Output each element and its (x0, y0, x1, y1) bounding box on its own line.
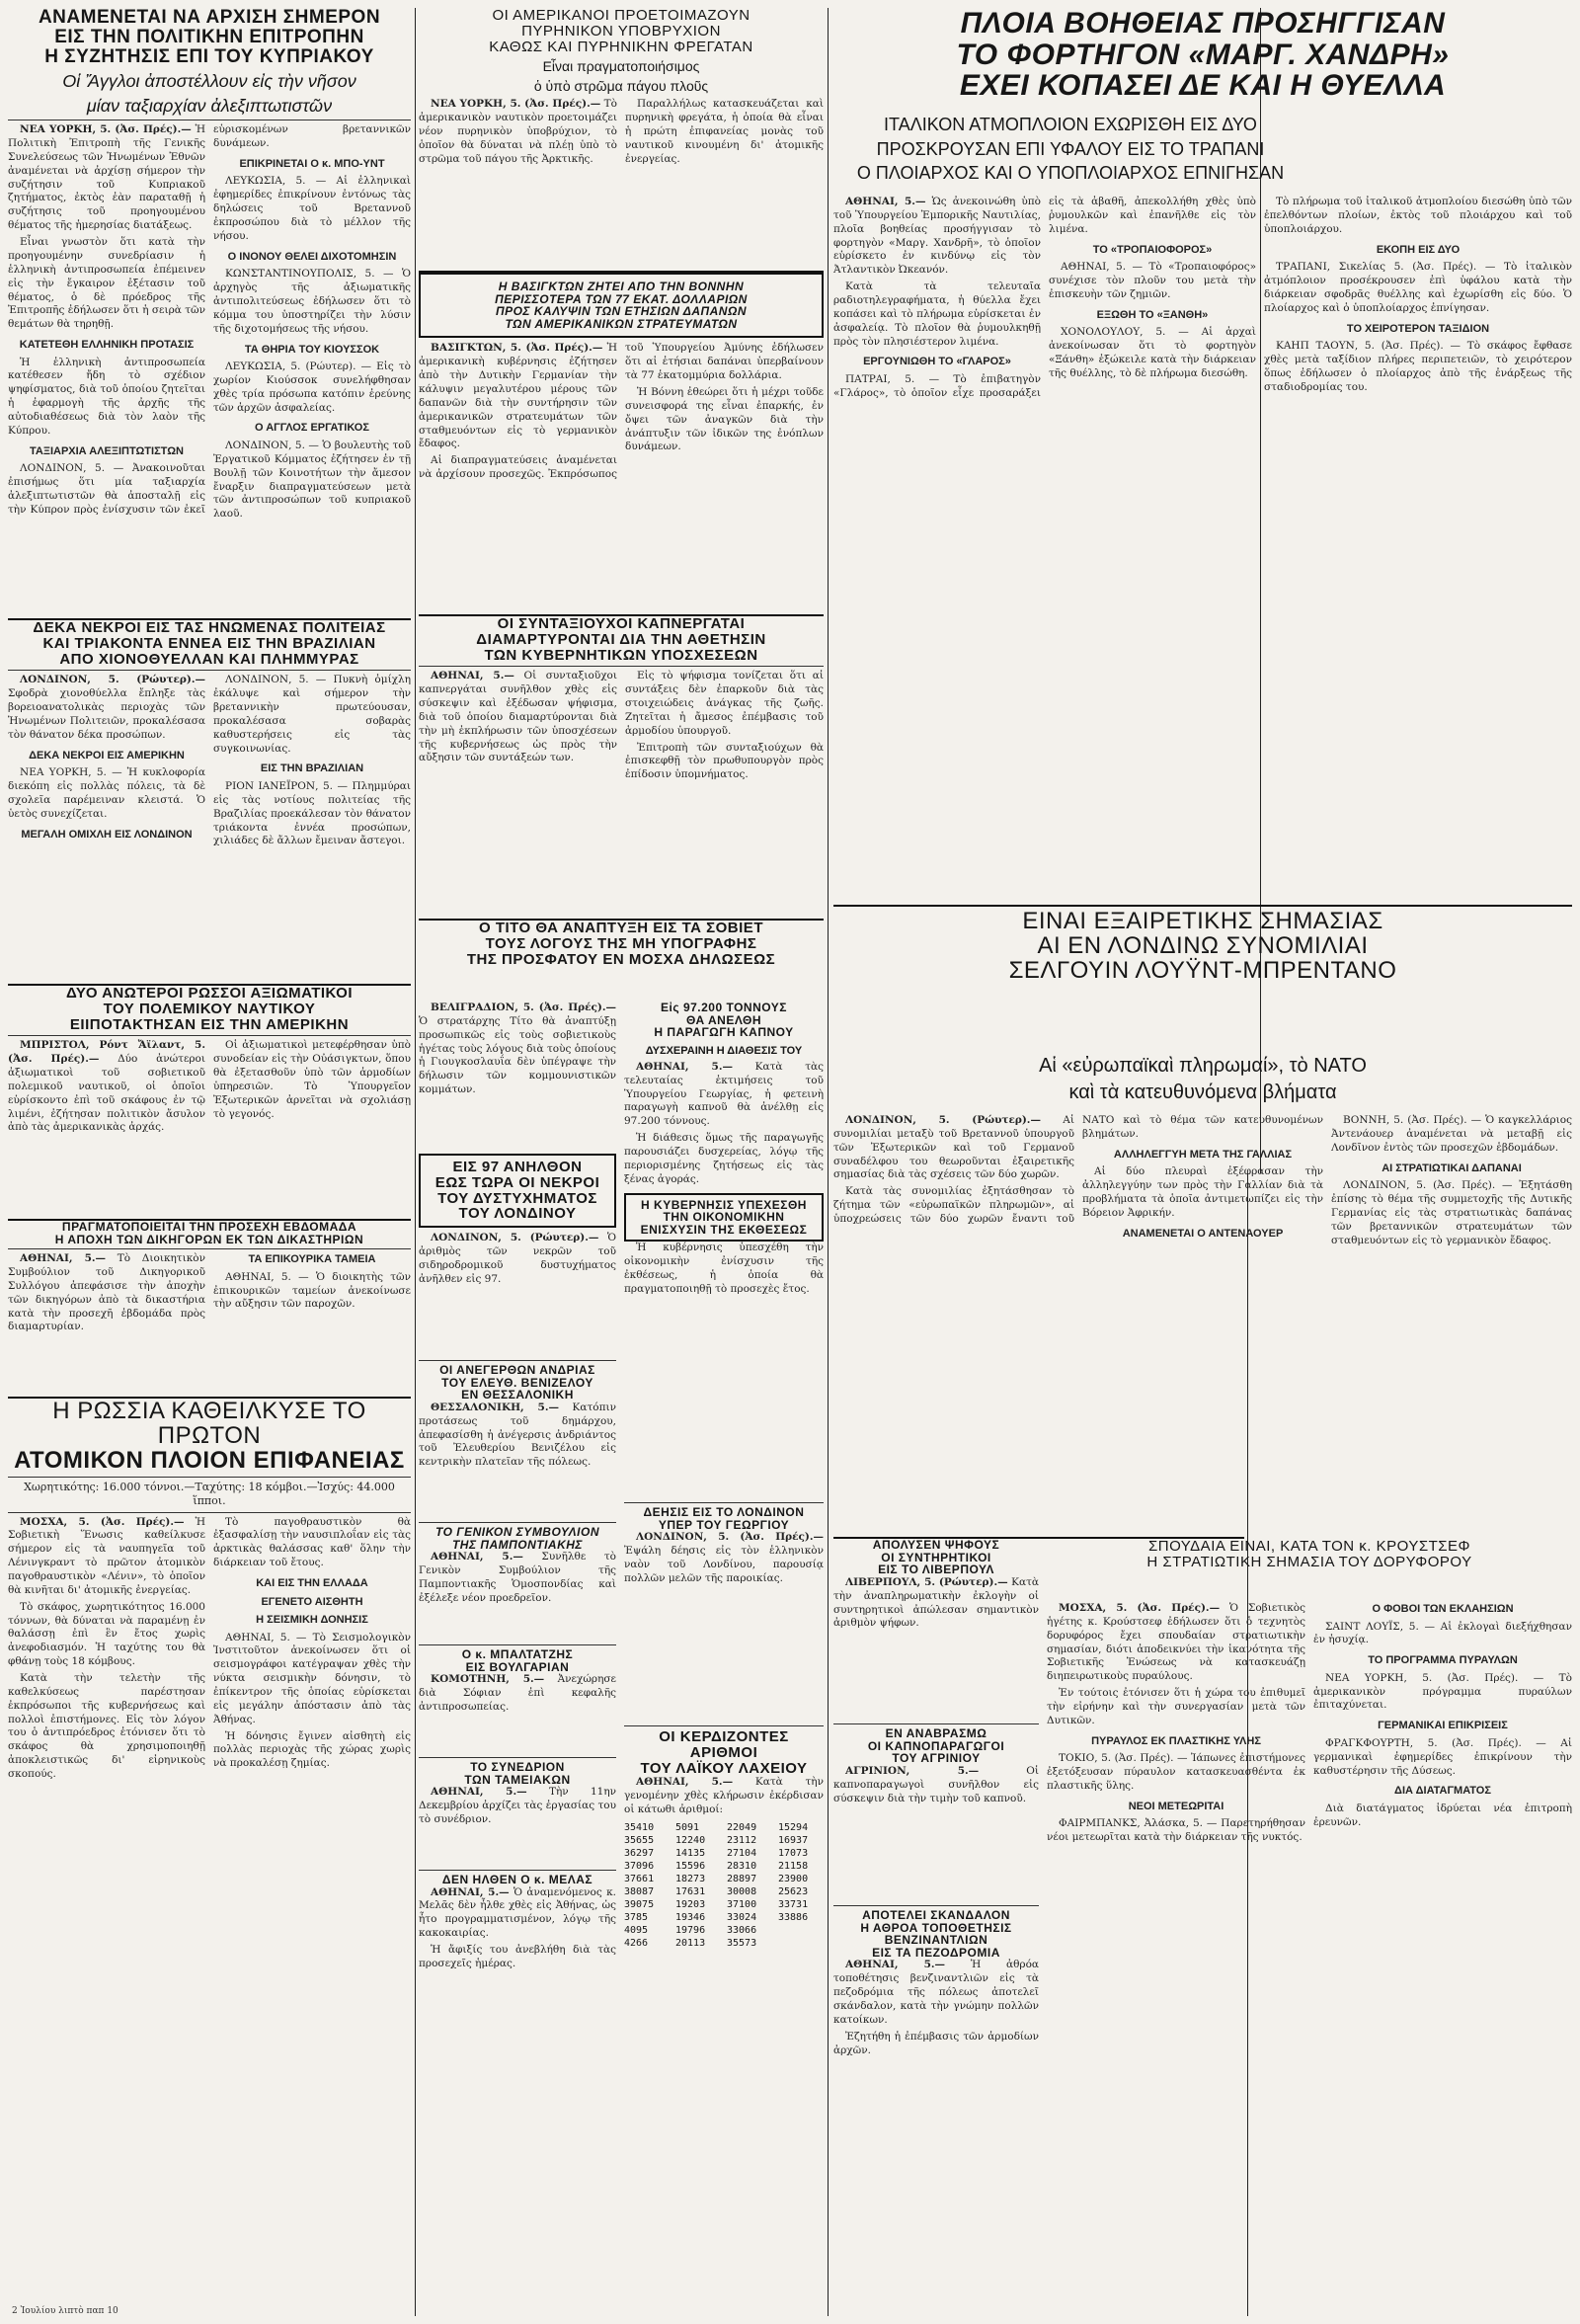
lottery-number: 15596 (675, 1860, 706, 1872)
article-body: ΑΘΗΝΑΙ, 5.— Κατὰ τὴν γενομένην χθὲς κλήρωσιν ἐκέρδισαν οἱ κάτωθι ἀριθμοί: (624, 1776, 824, 1815)
subheading: ΤΟ «ΤΡΟΠΑΙΟΦΟΡΟΣ» (1092, 243, 1213, 256)
headline-line: Η ΠΑΡΑΓΩΓΗ ΚΑΠΝΟΥ (654, 1025, 794, 1040)
article-body: ΒΕΛΙΓΡΑΔΙΟΝ, 5. (Ἀσ. Πρές).— Ὁ στρατάρχης Τίτο θὰ ἀναπτύξῃ προσωπικῶς εἰς τοὺς σοβιετικοὺς ἡγέτας τοὺς λόγους διὰ τοὺς ὁποίους ἡ Γιουγκοσλαυΐα δὲν ὑπέγραψε τὴν δήλωσιν τῶν κομμουνιστικῶν κομμάτων. (419, 1002, 616, 1096)
lottery-number: 3785 (624, 1911, 649, 1923)
lottery-number: 21158 (778, 1860, 809, 1872)
subheading: ΤΟ ΧΕΙΡΟΤΕΡΟΝ ΤΑΞΙΔΙΟΝ (1346, 322, 1490, 335)
article-body: Τὸ πλήρωμα τοῦ ἰταλικοῦ ἀτμοπλοίου διεσώθη ὑπὸ τῶν ἐπελθόντων πλοίων, ἐκτὸς τοῦ πλοιάρχου καὶ τοῦ ὑποπλοιάρχου. ΕΚΟΠΗ ΕΙΣ ΔΥΟ ΤΡΑΠΑΝΙ, Σικελίας 5. (Ἀσ. Πρές). — Τὸ ἰταλικὸν ἀτμόπλοιον προσέκρουσεν ἐπὶ ὑφάλου κατὰ τὴν διάρκειαν σφοδρᾶς θυέλλης καὶ ἐχωρίσθη εἰς δύο. Ὁ πλοίαρχος καὶ ὁ ὑποπλοίαρχος ἐπνίγησαν. ΤΟ ΧΕΙΡΟΤΕΡΟΝ ΤΑΞΙΔΙΟΝ ΚΑΗΠ ΤΑΟΥΝ, 5. (Ἀσ. Πρές). — Τὸ σκάφος ἔφθασε χθὲς μετὰ ταξίδιον πλήρες περιπετειῶν, τὸ χειρότερον ὅπως ἐδήλωσεν ὁ πλοίαρχος ἀπὸ τῆς ἐνάρξεως τῆς σταδιοδρομίας του. (1264, 196, 1572, 393)
lottery-number: 33024 (727, 1911, 757, 1923)
headline-line: ΑΙ ΕΝ ΛΟΝΔΙΝΩ ΣΥΝΟΜΙΛΙΑΙ (1037, 932, 1369, 960)
lottery-number: 27104 (727, 1847, 757, 1859)
deck-line: Ο ΠΛΟΙΑΡΧΟΣ ΚΑΙ Ο ΥΠΟΠΛΟΙΑΡΧΟΣ ΕΠΝΙΓΗΣΑΝ (856, 163, 1285, 184)
headline-line: ΠΡΑΓΜΑΤΟΠΟΙΕΙΤΑΙ ΤΗΝ ΠΡΟΣΕΧΗ ΕΒΔΟΜΑΔΑ (61, 1221, 357, 1234)
subheading: ΕΚΟΠΗ ΕΙΣ ΔΥΟ (1376, 243, 1461, 256)
headline-line: ΟΙ ΚΑΠΝΟΠΑΡΑΓΩΓΟΙ (867, 1738, 1005, 1753)
headline-line: ΕΙΣ ΤΟ ΛΙΒΕΡΠΟΥΛ (878, 1563, 994, 1577)
deck-line: ὁ ὑπὸ στρῶμα πάγου πλοῦς (533, 78, 709, 95)
lottery-number: 37096 (624, 1860, 655, 1872)
headline-line: ΤΟΥ ΛΟΝΔΙΝΟΥ (458, 1205, 577, 1223)
lottery-number: 39075 (624, 1898, 655, 1910)
subheading: ΕΡΓΟΥΝΙΩΘΗ ΤΟ «ΓΛΑΡΟΣ» (863, 356, 1011, 368)
subheading: ΑΙ ΣΤΡΑΤΙΩΤΙΚΑΙ ΔΑΠΑΝΑΙ (1382, 1162, 1522, 1174)
lottery-number: 17073 (778, 1847, 809, 1859)
dateline: ΜΠΡΙΣΤΟΛ, Ρόντ Ἄϊλαντ, 5. (Ἀσ. Πρές).— (8, 1039, 205, 1066)
headline-line: ΕΙΣ ΤΑ ΠΕΖΟΔΡΟΜΙΑ (872, 1945, 1000, 1960)
subheading: ΤΟ ΠΡΟΓΡΑΜΜΑ ΠΥΡΑΥΛΩΝ (1368, 1654, 1518, 1667)
subheading: ΔΕΚΑ ΝΕΚΡΟΙ ΕΙΣ ΑΜΕΡΙΚΗΝ (29, 749, 185, 761)
lottery-number: 12240 (675, 1834, 706, 1846)
lottery-number: 28897 (727, 1873, 757, 1884)
article-body: ΚΟΜΟΤΗΝΗ, 5.— Ἀνεχώρησε διὰ Σόφιαν ἐπὶ κεφαλῆς ἀντιπροσωπείας. (419, 1673, 616, 1713)
dateline: ΛΟΝΔΙΝΟΝ, 5. (Ἀσ. Πρές).— (636, 1531, 824, 1544)
lottery-number: 4095 (624, 1924, 649, 1936)
lottery-number: 19346 (675, 1911, 706, 1923)
headline-line: ΑΤΟΜΙΚΟΝ ΠΛΟΙΟΝ ΕΠΙΦΑΝΕΙΑΣ (14, 1447, 405, 1475)
headline-line: ΤΟΥ ΠΟΛΕΜΙΚΟΥ ΝΑΥΤΙΚΟΥ (103, 1000, 316, 1017)
story-icebreaker (8, 1399, 411, 2268)
headline-line: ΑΠΟΤΕΛΕΙ ΣΚΑΝΔΑΛΟΝ (862, 1908, 1010, 1922)
subheading: ΝΕΟΙ ΜΕΤΕΩΡΙΤΑΙ (1128, 1800, 1224, 1812)
headline-line: ΕΙΣ ΒΟΥΛΓΑΡΙΑΝ (465, 1659, 570, 1674)
headline-line: ΕΝ ΑΝΑΒΡΑΣΜΩ (885, 1726, 988, 1740)
story-cyprus (8, 8, 411, 612)
lottery-number: 33886 (778, 1911, 809, 1923)
dateline: ΘΕΣΣΑΛΟΝΙΚΗ, 5.— (431, 1401, 559, 1413)
dateline: ΝΕΑ ΥΟΡΚΗ, 5. (Ἀσ. Πρές).— (20, 123, 192, 136)
headline-line: ΠΕΡΙΣΣΟΤΕΡΑ ΤΩΝ 77 ΕΚΑΤ. ΔΟΛΛΑΡΙΩΝ (495, 291, 748, 306)
lottery-number: 16937 (778, 1834, 809, 1846)
headline-line: ΔΕΗΣΙΣ ΕΙΣ ΤΟ ΛΟΝΔΙΝΟΝ (643, 1505, 805, 1519)
article-body: ΛΟΝΔΙΝΟΝ, 5. (Ρώυτερ).— Ὁ ἀριθμὸς τῶν νεκρῶν τοῦ σιδηροδρομικοῦ δυστυχήματος ἀνῆλθεν εἰς 97. (419, 1232, 616, 1285)
story-ships-deck (833, 111, 1307, 190)
headline-line: ΟΙ ΣΥΝΤΗΡΗΤΙΚΟΙ (881, 1550, 991, 1564)
headline-line: ΕΧΕΙ ΚΟΠΑΣΕΙ ΔΕ ΚΑΙ Η ΘΥΕΛΛΑ (959, 69, 1447, 102)
lottery-number: 18273 (675, 1873, 706, 1884)
subheading: ΕΞΩΘΗ ΤΟ «ΞΑΝΘΗ» (1096, 308, 1209, 321)
column-rule (828, 8, 829, 2316)
story-london-talks (833, 1114, 1572, 1529)
dateline: ΛΟΝΔΙΝΟΝ, 5. (Ρώυτερ).— (20, 674, 205, 686)
lottery-numbers (624, 1821, 824, 1950)
lottery-number: 35410 (624, 1821, 655, 1833)
article-body: ΒΑΣΙΓΚΤΩΝ, 5. (Ἀσ. Πρές).— Ἡ ἀμερικανικὴ κυβέρνησις ἐζήτησεν ἀπὸ τὴν Δυτικὴν Γερμανίαν τὴν κάλυψιν μεγαλυτέρου μέρους τῶν δαπανῶν διὰ τὴν συντήρησιν τῶν ἀμερικανικῶν στρατευμάτων τῶν σταθμευόντων εἰς τὸ γερμανικὸν ἔδαφος. Αἱ διαπραγματεύσεις ἀναμένεται νὰ ἀρχίσουν προσεχῶς. Ἐκπρόσωπος τοῦ Ὑπουργείου Ἀμύνης ἐδήλωσεν ὅτι αἱ ἐτήσιαι δαπάναι ὑπερβαίνουν τὰ 77 ἑκατομμύρια δολλάρια. Ἡ Βόννη ἐθεώρει ὅτι ἡ μέχρι τοῦδε συνεισφορά της εἶναι ἐπαρκής, ἐν ὄψει τῶν ἀναγκῶν διὰ τὴν ἀνάπτυξιν τῶν ἰδικῶν της ἐνόπλων δυνάμεων. (419, 342, 824, 481)
dateline: ΑΘΗΝΑΙ, 5.— (431, 1786, 527, 1799)
article-body: ΛΙΒΕΡΠΟΥΛ, 5. (Ρώυτερ).— Κατὰ τὴν ἀναπληρωματικὴν ἐκλογὴν οἱ συντηρητικοὶ ἀπώλεσαν σημαντικὸν ἀριθμὸν ψήφων. (833, 1575, 1039, 1630)
lottery-number: 38087 (624, 1885, 655, 1897)
lottery-number: 19203 (675, 1898, 706, 1910)
subheading: ΑΝΑΜΕΝΕΤΑΙ Ο ΑΝΤΕΝΑΟΥΕΡ (1122, 1227, 1284, 1240)
article-body: ΑΘΗΝΑΙ, 5.— Ὡς ἀνεκοινώθη ὑπὸ τοῦ Ὑπουργείου Ἐμπορικῆς Ναυτιλίας, πλοῖα βοηθείας προσήγγισαν τὸ φορτηγὸν «Μαργ. Χανδρῆ», τὸ ὁποῖον εὑρίσκετο ἐν κινδύνῳ εἰς τὸν Ἀτλαντικὸν Ὠκεανόν. Κατὰ τὰ τελευταῖα ραδιοτηλεγραφήματα, ἡ θύελλα ἔχει κοπάσει καὶ τὸ πλήρωμα εὑρίσκεται ἐν ἀσφαλείᾳ. Τὸ πλοῖον θὰ ῥυμουλκηθῇ πρὸς τὸν πλησιέστερον λιμένα. ΕΡΓΟΥΝΙΩΘΗ ΤΟ «ΓΛΑΡΟΣ» ΠΑΤΡΑΙ, 5. — Τὸ ἐπιβατηγὸν «Γλάρος», τὸ ὁποῖον εἶχε προσαράξει εἰς τὰ ἀβαθῆ, ἀπεκολλήθη χθὲς ὑπὸ ῥυμουλκῶν καὶ ἐπανῆλθε εἰς τὸν λιμένα. ΤΟ «ΤΡΟΠΑΙΟΦΟΡΟΣ» ΑΘΗΝΑΙ, 5. — Τὸ «Τροπαιοφόρος» συνέχισε τὸν πλοῦν του μετὰ τὴν ἐπισκευὴν τῶν ζημιῶν. ΕΞΩΘΗ ΤΟ «ΞΑΝΘΗ» ΧΟΝΟΛΟΥΛΟΥ, 5. — Αἱ ἀρχαὶ ἀνεκοίνωσαν ὅτι τὸ φορτηγὸν «Ξάνθη» ἐξώκειλε κατὰ τὴν διάρκειαν τῆς θυέλλης, τὸ δὲ πλήρωμα διεσώθη. (833, 196, 1256, 399)
article-body: ΑΘΗΝΑΙ, 5.— Τὸ Διοικητικὸν Συμβούλιον τοῦ Δικηγορικοῦ Συλλόγου ἀπεφάσισε τὴν ἀποχὴν τῶν δικηγόρων ἀπὸ τὰ δικαστήρια κατὰ τὴν προσεχῆ ἑβδομάδα πρὸς διαμαρτυρίαν. ΤΑ ΕΠΙΚΟΥΡΙΚΑ ΤΑΜΕΙΑ ΑΘΗΝΑΙ, 5. — Ὁ διοικητὴς τῶν ἐπικουρικῶν ταμείων ἀνεκοίνωσε τὴν αὔξησιν τῶν παροχῶν. (8, 1252, 411, 1333)
headline-line: ΑΠΟΛΥΣΕΝ ΨΗΦΟΥΣ (872, 1539, 1000, 1552)
article-body: ΑΘΗΝΑΙ, 5.— Ἡ ἀθρόα τοποθέτησις βενζιναντλιῶν εἰς τὰ πεζοδρόμια τῆς πόλεως ἀποτελεῖ σκάνδαλον, κατὰ τὴν γνώμην πολλῶν κατοίκων. Ἐζητήθη ἡ ἐπέμβασις τῶν ἁρμοδίων ἀρχῶν. (833, 1959, 1039, 2056)
dateline: ΛΟΝΔΙΝΟΝ, 5. (Ρώυτερ).— (431, 1232, 599, 1243)
story-submarines (419, 8, 824, 265)
story-courts (8, 1221, 411, 1391)
headline-line: ΠΛΟΙΑ ΒΟΗΘΕΙΑΣ ΠΡΟΣΗΓΓΙΣΑΝ (960, 8, 1446, 40)
story-pensioners (419, 616, 824, 913)
article-body: ΑΘΗΝΑΙ, 5.— Οἱ συνταξιοῦχοι καπνεργάται συνῆλθον χθὲς εἰς σύσκεψιν καὶ ἐξέδωσαν ψήφισμα, διὰ τοῦ ὁποίου διαμαρτύρονται διὰ τὴν μὴ ἐκπλήρωσιν τῶν ὑποσχέσεων τῆς κυβερνήσεως ὡς πρὸς τὴν αὔξησιν τῶν συντάξεών των. Εἰς τὸ ψήφισμα τονίζεται ὅτι αἱ συντάξεις δὲν ἐπαρκοῦν διὰ τὰς στοιχειώδεις ἀνάγκας τῆς ζωῆς. Ζητεῖται ἡ ἄμεσος ἐπέμβασις τοῦ ἁρμοδίου ὑπουργοῦ. Ἐπιτροπὴ τῶν συνταξιούχων θὰ ἐπισκεφθῇ τὸν πρωθυπουργὸν πρὸς ἐπίδοσιν ὑπομνήματος. (419, 670, 824, 781)
specs-line: Χωρητικότης: 16.000 τόννοι.—Ταχύτης: 18 κόμβοι.—Ἰσχύς: 44.000 ἵπποι. (24, 1480, 395, 1508)
lottery-number: 5091 (675, 1821, 700, 1833)
story-scandal (833, 1902, 1039, 2297)
article-body: ΑΓΡΙΝΙΟΝ, 5.— Οἱ καπνοπαραγωγοὶ συνῆλθον εἰς σύσκεψιν διὰ τὴν τιμὴν τοῦ καπνοῦ. (833, 1764, 1039, 1804)
headline-line: ΘΑ ΑΝΕΛΘΗ (685, 1012, 762, 1027)
headline-line: ΑΝΑΜΕΝΕΤΑΙ ΝΑ ΑΡΧΙΣΗ ΣΗΜΕΡΟΝ (38, 8, 381, 28)
deck-line: ΠΡΟΣΚΡΟΥΣΑΝ ΕΠΙ ΥΦΑΛΟΥ ΕΙΣ ΤΟ ΤΡΑΠΑΝΙ (876, 138, 1265, 159)
story-heated (833, 1721, 1039, 1898)
story-tito-body (419, 1002, 616, 1150)
headline-line: Η ΑΘΡΟΑ ΤΟΠΟΘΕΤΗΣΙΣ (860, 1920, 1012, 1935)
headline-line: Η ΣΤΡΑΤΙΩΤΙΚΗ ΣΗΜΑΣΙΑ ΤΟΥ ΔΟΡΥΦΟΡΟΥ (1146, 1553, 1472, 1570)
headline-box (419, 273, 824, 338)
newspaper-page (8, 8, 1572, 2316)
headline-line: ΕΙΣ ΤΗΝ ΠΟΛΙΤΙΚΗΝ ΕΠΙΤΡΟΠΗΝ (54, 26, 364, 47)
deck-line: μίαν ταξιαρχίαν ἀλεξιπτωτιστῶν (86, 95, 333, 116)
lottery-number: 28310 (727, 1860, 757, 1872)
deck-line: Αἱ «εὐρωπαϊκαὶ πληρωμαί», τὸ ΝΑΤΟ (1039, 1055, 1367, 1077)
lottery-number: 36297 (624, 1847, 655, 1859)
lottery-number: 23112 (727, 1834, 757, 1846)
headline-line: ΔΙΑΜΑΡΤΥΡΟΝΤΑΙ ΔΙΑ ΤΗΝ ΑΘΕΤΗΣΙΝ (476, 630, 766, 648)
headline-line: ΤΟΥ ΕΛΕΥΘ. ΒΕΝΙΖΕΛΟΥ (441, 1375, 593, 1390)
story-bonn (419, 273, 824, 608)
headline-line: ΑΠΟ ΧΙΟΝΟΘΥΕΛΛΑΝ ΚΑΙ ΠΛΗΜΜΥΡΑΣ (59, 650, 359, 668)
headline-line: Η ΡΩΣΣΙΑ ΚΑΘΕΙΛΚΥΣΕ ΤΟ ΠΡΩΤΟΝ (52, 1399, 366, 1450)
headline-line: ΤΟ ΓΕΝΙΚΟΝ ΣΥΜΒΟΥΛΙΟΝ (434, 1525, 600, 1539)
headline-line: ΤΩΝ ΤΑΜΕΙΑΚΩΝ (464, 1772, 571, 1787)
article-body: ΑΘΗΝΑΙ, 5.— Ὁ ἀναμενόμενος κ. Μελᾶς δὲν ἦλθε χθὲς εἰς Ἀθήνας, ὡς ἦτο προγραμματισμένον, λόγῳ τῆς κακοκαιρίας. Ἡ ἄφιξίς του ἀνεβλήθη διὰ τὰς προσεχεῖς ἡμέρας. (419, 1885, 616, 1969)
headline-line: ΤΗΣ ΠΑΜΠΟΝΤΙΑΚΗΣ (451, 1537, 584, 1552)
headline-line: Η ΣΥΖΗΤΗΣΙΣ ΕΠΙ ΤΟΥ ΚΥΠΡΙΑΚΟΥ (44, 45, 374, 67)
lottery-number: 20113 (675, 1937, 706, 1949)
dateline: ΑΘΗΝΑΙ, 5.— (636, 1776, 734, 1789)
deck-line: ΙΤΑΛΙΚΟΝ ΑΤΜΟΠΛΟΙΟΝ ΕΧΩΡΙΣΘΗ ΕΙΣ ΔΥΟ (884, 115, 1257, 134)
headline-line: ΤΟΥΣ ΛΟΓΟΥΣ ΤΗΣ ΜΗ ΥΠΟΓΡΑΦΗΣ (485, 934, 757, 952)
lottery-number: 37661 (624, 1873, 655, 1884)
headline-line: ΟΙ ΑΝΕΓΕΡΘΩΝ ΑΝΔΡΙΑΣ (439, 1363, 595, 1377)
headline-line: Εἰς 97.200 ΤΟΝΝΟΥΣ (661, 1002, 787, 1014)
subheading: Ο ΦΟΒΟΙ ΤΩΝ ΕΚΛΑΗΣΙΩΝ (1372, 1603, 1514, 1615)
article-body: Ἡ κυβέρνησις ὑπεσχέθη τὴν οἰκονομικὴν ἐνίσχυσιν τῆς ἐκθέσεως, ἡ ὁποία θὰ πραγματοποιηθῇ τὸ προσεχὲς ἔτος. (624, 1242, 824, 1295)
story-liverpool (833, 1539, 1039, 1717)
dateline: ΛΙΒΕΡΠΟΥΛ, 5. (Ρώυτερ).— (845, 1575, 1008, 1588)
headline-line: ΤΗΝ ΟΙΚΟΝΟΜΙΚΗΝ (663, 1210, 785, 1225)
subheading: ΤΑ ΘΗΡΙΑ ΤΟΥ ΚΙΟΥΣΣΟΚ (244, 343, 380, 356)
dateline: ΑΘΗΝΑΙ, 5.— (431, 670, 514, 682)
headline-line: ΕΝΙΣΧΥΣΙΝ ΤΗΣ ΕΚΘΕΣΕΩΣ (640, 1222, 808, 1237)
headline-line: ΤΟ ΣΥΝΕΔΡΙΟΝ (470, 1760, 565, 1774)
headline-line: ΒΕΝΖΙΝΑΝΤΛΙΩΝ (884, 1933, 988, 1948)
article-body: ΛΟΝΔΙΝΟΝ, 5. (Ρώυτερ).— Αἱ συνομιλίαι μεταξὺ τοῦ Βρεταννοῦ ὑπουργοῦ τῶν Ἐξωτερικῶν καὶ τοῦ Γερμανοῦ συναδέλφου του θεωροῦνται ἐξαιρετικῆς σημασίας διὰ τὰς σχέσεις τῶν δύο χωρῶν. Κατὰ τὰς συνομιλίας ἐξητάσθησαν τὸ ζήτημα τῶν «εὐρωπαϊκῶν πληρωμῶν», αἱ ὑποχρεώσεις τῶν δύο χωρῶν ἔναντι τοῦ ΝΑΤΟ καὶ τὸ θέμα τῶν κατευθυνομένων βλημάτων. ΑΛΛΗΛΕΓΓΥΗ ΜΕΤΑ ΤΗΣ ΓΑΛΛΙΑΣ Αἱ δύο πλευραὶ ἐξέφρασαν τὴν ἀλληλεγγύην των πρὸς τὴν Γαλλίαν διὰ τὰ προβλήματα τὰ ὁποῖα ἀντιμετωπίζει εἰς τὴν Βόρειον Ἀφρικήν. ΑΝΑΜΕΝΕΤΑΙ Ο ΑΝΤΕΝΑΟΥΕΡ ΒΟΝΝΗ, 5. (Ἀσ. Πρές). — Ὁ καγκελλάριος Ἀντενάουερ ἀναμένεται νὰ μεταβῇ εἰς Λονδῖνον ἐντὸς τῶν προσεχῶν ἑβδομάδων. ΑΙ ΣΤΡΑΤΙΩΤΙΚΑΙ ΔΑΠΑΝΑΙ ΛΟΝΔΙΝΟΝ, 5. (Ἀσ. Πρές). — Ἐξητάσθη ἐπίσης τὸ θέμα τῆς συμμετοχῆς τῆς Δυτικῆς Γερμανίας εἰς τὰς στρατιωτικὰς δαπάνας τῶν βρεταννικῶν στρατευμάτων τῶν σταθμευόντων εἰς τὸ γερμανικὸν ἔδαφος. (833, 1114, 1572, 1246)
dateline: ΒΑΣΙΓΚΤΩΝ, 5. (Ἀσ. Πρές).— (431, 342, 603, 355)
subheading: ΑΛΛΗΛΕΓΓΥΗ ΜΕΤΑ ΤΗΣ ΓΑΛΛΙΑΣ (1113, 1148, 1293, 1161)
article-body: ΛΟΝΔΙΝΟΝ, 5. (Ἀσ. Πρές).— Ἐψάλη δέησις εἰς τὸν ἑλληνικὸν ναὸν τοῦ Λονδίνου, παρουσίᾳ πολλῶν μελῶν τῆς παροικίας. (624, 1531, 824, 1584)
dateline: ΛΟΝΔΙΝΟΝ, 5. (Ρώυτερ).— (845, 1114, 1041, 1126)
story-george (624, 1499, 824, 1717)
story-khrushchev-header (1047, 1539, 1572, 1598)
article-body: ΑΘΗΝΑΙ, 5.— Κατὰ τὰς τελευταίας ἐκτιμήσεις τοῦ Ὑπουργείου Γεωργίας, ἡ φετεινὴ παραγωγὴ καπνοῦ θὰ ἀνέλθῃ εἰς 97.200 τόννους. Ἡ διάθεσις ὅμως τῆς παραγωγῆς παρουσιάζει δυσχερείας, λόγῳ τῆς περιορισμένης ζητήσεως εἰς τὰς ξένας ἀγοράς. (624, 1060, 824, 1185)
headline-line: ΤΗΣ ΠΡΟΣΦΑΤΟΥ ΕΝ ΜΟΣΧΑ ΔΗΛΩΣΕΩΣ (466, 950, 776, 968)
headline-line: ΤΟ ΦΟΡΤΗΓΟΝ «ΜΑΡΓ. ΧΑΝΔΡΗ» (956, 38, 1450, 71)
lottery-number: 19796 (675, 1924, 706, 1936)
headline-line: ΔΕΝ ΗΛΘΕΝ Ο κ. ΜΕΛΑΣ (441, 1873, 593, 1886)
story-tito (419, 921, 824, 1000)
story-ships-header (833, 8, 1572, 107)
lottery-number: 23900 (778, 1873, 809, 1884)
lottery-number: 37100 (727, 1898, 757, 1910)
lottery-number: 25623 (778, 1885, 809, 1897)
subheading: ΕΓΕΝΕΤΟ ΑΙΣΘΗΤΗ (261, 1595, 363, 1608)
dateline: ΑΓΡΙΝΙΟΝ, 5.— (845, 1764, 980, 1777)
article-body: ΝΕΑ ΥΟΡΚΗ, 5. (Ἀσ. Πρές).— Ἡ Πολιτικὴ Ἐπιτροπὴ τῆς Γενικῆς Συνελεύσεως τῶν Ἡνωμένων Ἐθνῶν ἀναμένεται νὰ ἀρχίσῃ σήμερον τὴν συζήτησιν τοῦ Κυπριακοῦ ζητήματος, ἐκτὸς ἐὰν παραταθῇ ἡ συζήτησις τοῦ προηγουμένου θέματος τῆς ἡμερησίας διατάξεως. Εἶναι γνωστὸν ὅτι κατὰ τὴν προηγουμένην συνεδρίασιν ἡ ἑλληνικὴ ἀντιπροσωπεία ἐπέμεινεν εἰς τὴν ἔγκαιρον ἐξέτασιν τοῦ θέματος, ὁ δὲ πρόεδρος τῆς Ἐπιτροπῆς ἐδήλωσεν ὅτι ἡ σειρὰ τῶν θεμάτων θὰ τηρηθῇ. ΚΑΤΕΤΕΘΗ ΕΛΛΗΝΙΚΗ ΠΡΟΤΑΣΙΣ Ἡ ἑλληνικὴ ἀντιπροσωπεία κατέθεσεν ἤδη τὸ σχέδιον ψηφίσματος, διὰ τοῦ ὁποίου ζητεῖται ἡ ἐφαρμογὴ τῆς ἀρχῆς τῆς αὐτοδιαθέσεως διὰ τὸν λαὸν τῆς Κύπρου. ΤΑΞΙΑΡΧΙΑ ΑΛΕΞΙΠΤΩΤΙΣΤΩΝ ΛΟΝΔΙΝΟΝ, 5. — Ἀνακοινοῦται ἐπισήμως ὅτι μία ταξιαρχία ἀλεξιπτωτιστῶν θὰ ἀποσταλῇ εἰς τὴν Κύπρον πρὸς ἐνίσχυσιν τῶν ἐκεῖ εὑρισκομένων βρεταννικῶν δυνάμεων. ΕΠΙΚΡΙΝΕΤΑΙ Ο κ. ΜΠΟ-ΥΝΤ ΛΕΥΚΩΣΙΑ, 5. — Αἱ ἐλληνικαὶ ἐφημερίδες ἐπικρίνουν ἐντόνως τὰς δηλώσεις τοῦ Βρεταννοῦ ἐκπροσώπου διὰ τὸ μέλλον τῆς νήσου. Ο ΙΝΟΝΟΥ ΘΕΛΕΙ ΔΙΧΟΤΟΜΗΣΙΝ ΚΩΝΣΤΑΝΤΙΝΟΥΠΟΛΙΣ, 5. — Ὁ ἀρχηγὸς τῆς ἀξιωματικῆς ἀντιπολιτεύσεως ἐδήλωσεν ὅτι τὸ κόμμα του ὑποστηρίζει τὴν λύσιν τῆς διχοτομήσεως τῆς νήσου. ΤΑ ΘΗΡΙΑ ΤΟΥ ΚΙΟΥΣΣΟΚ ΛΕΥΚΩΣΙΑ, 5. (Ρώυτερ). — Εἰς τὸ χωρίον Κιούσσοκ συνελήφθησαν χθὲς τρία πρόσωπα κατόπιν ἐρεύνης τῶν ἀρχῶν ἀσφαλείας. Ο ΑΓΓΛΟΣ ΕΡΓΑΤΙΚΟΣ ΛΟΝΔΙΝΟΝ, 5. — Ὁ βουλευτὴς τοῦ Ἐργατικοῦ Κόμματος ἐζήτησεν ἐν τῇ Βουλῇ τῶν Κοινοτήτων τὴν ἄμεσον ἔναρξιν διαπραγματεύσεων μετὰ τῶν ἀντιπροσώπων τοῦ κυπριακοῦ λαοῦ. (8, 123, 411, 521)
headline-line: ΚΑΙ ΤΡΙΑΚΟΝΤΑ ΕΝΝΕΑ ΕΙΣ ΤΗΝ ΒΡΑΖΙΛΙΑΝ (42, 634, 376, 652)
dateline: ΑΘΗΝΑΙ, 5.— (431, 1551, 523, 1563)
headline-box (624, 1193, 824, 1242)
subheading: Η ΣΕΙΣΜΙΚΗ ΔΟΝΗΣΙΣ (256, 1614, 368, 1627)
story-london-talks-deck (833, 1051, 1572, 1110)
article-body: ΜΟΣΧΑ, 5. (Ἀσ. Πρές).— Ὁ Σοβιετικὸς ἡγέτης κ. Κρούστσεφ ἐδήλωσεν ὅτι ὁ τεχνητὸς δορυφόρος ἔχει σπουδαίαν στρατιωτικὴν σημασίαν, διότι ἀποδεικνύει τὴν ἱκανότητα τῆς Σοβιετικῆς Ἑνώσεως νὰ κατασκευάζῃ διηπειρωτικοὺς πυραύλους. Ἐν τούτοις ἐτόνισεν ὅτι ἡ χώρα του ἐπιθυμεῖ τὴν εἰρήνην καὶ τὴν συνεργασίαν μετὰ τῶν Δυτικῶν. ΠΥΡΑΥΛΟΣ ΕΚ ΠΛΑΣΤΙΚΗΣ ΥΛΗΣ ΤΟΚΙΟ, 5. (Ἀσ. Πρές). — Ἰάπωνες ἐπιστήμονες ἐξετόξευσαν πύραυλον κατασκευασθέντα ἐκ πλαστικῆς ὕλης. ΝΕΟΙ ΜΕΤΕΩΡΙΤΑΙ ΦΑΙΡΜΠΑΝΚΣ, Ἀλάσκα, 5. — Παρετηρήθησαν νέοι μετεωρῖται κατὰ τὴν διάρκειαν τῆς νυκτός. Ο ΦΟΒΟΙ ΤΩΝ ΕΚΛΑΗΣΙΩΝ ΣΑΙΝΤ ΛΟΥΪΣ, 5. — Αἱ ἐκλογαὶ διεξήχθησαν ἐν ἡσυχίᾳ. ΤΟ ΠΡΟΓΡΑΜΜΑ ΠΥΡΑΥΛΩΝ ΝΕΑ ΥΟΡΚΗ, 5. (Ἀσ. Πρές). — Τὸ ἀμερικανικὸν πρόγραμμα πυραύλων ἐπιταχύνεται. ΓΕΡΜΑΝΙΚΑΙ ΕΠΙΚΡΙΣΕΙΣ ΦΡΑΓΚΦΟΥΡΤΗ, 5. (Ἀσ. Πρές). — Αἱ γερμανικαὶ ἐφημερίδες ἐπικρίνουν τὴν καθυστέρησιν τῆς Δύσεως. ΔΙΑ ΔΙΑΤΑΓΜΑΤΟΣ Διὰ διατάγματος ἱδρύεται νέα ἐπιτροπὴ ἐρευνῶν. (1047, 1602, 1572, 1844)
dateline: ΑΘΗΝΑΙ, 5.— (845, 1959, 946, 1971)
headline-line: ΤΟΥ ΑΓΡΙΝΙΟΥ (892, 1751, 981, 1766)
dateline: ΑΘΗΝΑΙ, 5.— (431, 1885, 510, 1898)
story-ships (833, 196, 1256, 897)
dateline: ΜΟΣΧΑ, 5. (Ἀσ. Πρές).— (1059, 1602, 1221, 1614)
article-body: ΛΟΝΔΙΝΟΝ, 5. (Ρώυτερ).— Σφοδρὰ χιονοθύελλα ἔπληξε τὰς βορειοανατολικὰς περιοχὰς τῶν Ἡνωμένων Πολιτειῶν, προκαλέσασα τὸν θάνατον δέκα προσώπων. ΔΕΚΑ ΝΕΚΡΟΙ ΕΙΣ ΑΜΕΡΙΚΗΝ ΝΕΑ ΥΟΡΚΗ, 5. — Ἡ κυκλοφορία διεκόπη εἰς πολλὰς πόλεις, τὰ δὲ σχολεῖα παρέμειναν κλειστά. Ὁ ὑετὸς συνεχίζεται. ΜΕΓΑΛΗ ΟΜΙΧΛΗ ΕΙΣ ΛΟΝΔΙΝΟΝ ΛΟΝΔΙΝΟΝ, 5. — Πυκνὴ ὀμίχλη ἐκάλυψε καὶ σήμερον τὴν βρεταννικὴν πρωτεύουσαν, προκαλέσασα σοβαρὰς καθυστερήσεις εἰς τὰς συγκοινωνίας. ΕΙΣ ΤΗΝ ΒΡΑΖΙΛΙΑΝ ΡΙΟΝ ΙΑΝΕΪΡΟΝ, 5. — Πλημμύραι εἰς τὰς νοτίους πολιτείας τῆς Βραζιλίας προεκάλεσαν τὸν θάνατον τριάκοντα ἐννέα προσώπων, χιλιάδες δὲ ἄλλων ἔμειναν ἄστεγοι. (8, 674, 411, 847)
subheading: ΓΕΡΜΑΝΙΚΑΙ ΕΠΙΚΡΙΣΕΙΣ (1378, 1720, 1508, 1732)
article-body: ΝΕΑ ΥΟΡΚΗ, 5. (Ἀσ. Πρές).— Τὸ ἀμερικανικὸν ναυτικὸν προετοιμάζει νέον πυρηνικὸν ὑποβρύχιον, τὸ ὁποῖον θὰ δύναται νὰ πλέῃ ὑπὸ τὸ στρῶμα τοῦ πάγου τῆς Ἀρκτικῆς. Παραλλήλως κατασκευάζεται καὶ πυρηνικὴ φρεγάτα, ἡ ὁποία θὰ εἶναι ἡ πρώτη ἐπιφανείας μονὰς τοῦ ναυτικοῦ κινουμένη δι' ἀτομικῆς ἐνεργείας. (419, 98, 824, 165)
subheading: ΕΙΣ ΤΗΝ ΒΡΑΖΙΛΙΑΝ (260, 762, 364, 775)
headline-line: ΣΕΛΓΟΥΙΝ ΛΟΥΫΝΤ-ΜΠΡΕΝΤΑΝΟ (1008, 957, 1397, 985)
lottery-number: 33731 (778, 1898, 809, 1910)
headline-line: ΚΑΘΩΣ ΚΑΙ ΠΥΡΗΝΙΚΗΝ ΦΡΕΓΑΤΑΝ (489, 38, 753, 55)
subheading: Ο ΑΓΓΛΟΣ ΕΡΓΑΤΙΚΟΣ (255, 422, 369, 435)
headline-line: Η ΑΠΟΧΗ ΤΩΝ ΔΙΚΗΓΟΡΩΝ ΕΚ ΤΩΝ ΔΙΚΑΣΤΗΡΙΩΝ (54, 1232, 364, 1246)
story-council (419, 1519, 616, 1638)
footer-note: 2 Ἰουλίου λιπτὸ παπ 10 (12, 2306, 118, 2316)
headline-line: ΟΙ ΑΜΕΡΙΚΑΝΟΙ ΠΡΟΕΤΟΙΜΑΖΟΥΝ (492, 8, 750, 24)
headline-line: ΕΝ ΘΕΣΣΑΛΟΝΙΚΗ (461, 1388, 574, 1402)
headline-line: ΕΩΣ ΤΩΡΑ ΟΙ ΝΕΚΡΟΙ (434, 1173, 600, 1191)
lottery-number: 33066 (727, 1924, 757, 1936)
subheading: ΚΑΙ ΕΙΣ ΤΗΝ ΕΛΛΑΔΑ (256, 1577, 368, 1590)
headline-line: ΠΡΟΣ ΚΑΛΥΨΙΝ ΤΩΝ ΕΤΗΣΙΩΝ ΔΑΠΑΝΩΝ (495, 304, 748, 319)
subheading: ΔΥΣΧΕΡΑΙΝΗ Η ΔΙΑΘΕΣΙΣ ΤΟΥ (645, 1044, 803, 1057)
headline-line: ΟΙ ΣΥΝΤΑΞΙΟΥΧΟΙ ΚΑΠΝΕΡΓΑΤΑΙ (497, 616, 746, 632)
dateline: ΒΕΛΙΓΡΑΔΙΟΝ, 5. (Ἀσ. Πρές).— (431, 1002, 616, 1013)
story-khrushchev (1047, 1602, 1572, 2303)
headline-line: Η ΚΥΒΕΡΝΗΣΙΣ ΥΠΕΧΕΣΘΗ (641, 1197, 807, 1212)
story-london-talks-header (833, 909, 1572, 1047)
subheading: ΤΑ ΕΠΙΚΟΥΡΙΚΑ ΤΑΜΕΙΑ (248, 1253, 376, 1266)
story-brazil (8, 620, 411, 976)
story-tobacco (624, 1002, 824, 1495)
article-body: ΘΕΣΣΑΛΟΝΙΚΗ, 5.— Κατόπιν προτάσεως τοῦ δημάρχου, ἀπεφασίσθη ἡ ἀνέγερσις ἀνδριάντος τοῦ Ἐλευθερίου Βενιζέλου εἰς κεντρικὴν πλατεῖαν τῆς πόλεως. (419, 1401, 616, 1469)
lottery-number: 15294 (778, 1821, 809, 1833)
headline-line: Ο ΤΙΤΟ ΘΑ ΑΝΑΠΤΥΞΗ ΕΙΣ ΤΑ ΣΟΒΙΕΤ (479, 921, 763, 936)
story-officers (8, 986, 411, 1213)
dateline: ΑΘΗΝΑΙ, 5.— (845, 196, 926, 207)
lottery-number: 30008 (727, 1885, 757, 1897)
lottery-number: 4266 (624, 1937, 649, 1949)
headline-line: ΤΩΝ ΚΥΒΕΡΝΗΤΙΚΩΝ ΥΠΟΣΧΕΣΕΩΝ (484, 646, 758, 664)
deck-line: Οἱ Ἄγγλοι ἀποστέλλουν εἰς τὴν νῆσον (62, 70, 356, 91)
dateline: ΑΘΗΝΑΙ, 5.— (20, 1252, 107, 1265)
lottery-number: 22049 (727, 1821, 757, 1833)
headline-box (419, 1154, 616, 1228)
subheading: ΕΠΙΚΡΙΝΕΤΑΙ Ο κ. ΜΠΟ-ΥΝΤ (239, 157, 385, 170)
subheading: ΜΕΓΑΛΗ ΟΜΙΧΛΗ ΕΙΣ ΛΟΝΔΙΝΟΝ (21, 828, 193, 841)
lottery-number: 35573 (727, 1937, 757, 1949)
lottery-number: 14135 (675, 1847, 706, 1859)
lottery-number: 17631 (675, 1885, 706, 1897)
headline-line: ΟΙ ΚΕΡΔΙΖΟΝΤΕΣ ΑΡΙΘΜΟΙ (659, 1728, 789, 1761)
dateline: ΚΟΜΟΤΗΝΗ, 5.— (431, 1673, 545, 1686)
story-london-deaths (419, 1154, 616, 1351)
headline-line: ΣΠΟΥΔΑΙΑ ΕΙΝΑΙ, ΚΑΤΑ ΤΟΝ κ. ΚΡΟΥΣΤΣΕΦ (1147, 1539, 1471, 1555)
subheading: ΔΙΑ ΔΙΑΤΑΓΜΑΤΟΣ (1394, 1785, 1491, 1798)
subheading: Ο ΙΝΟΝΟΥ ΘΕΛΕΙ ΔΙΧΟΤΟΜΗΣΙΝ (227, 250, 397, 263)
headline-line: ΤΟΥ ΛΑΪΚΟΥ ΛΑΧΕΙΟΥ (640, 1759, 808, 1777)
headline-line: ΤΩΝ ΑΜΕΡΙΚΑΝΙΚΩΝ ΣΤΡΑΤΕΥΜΑΤΩΝ (505, 316, 738, 331)
deck-line: Εἶναι πραγματοποιήσιμος (542, 58, 700, 75)
dateline: ΑΘΗΝΑΙ, 5.— (636, 1060, 733, 1073)
headline-line: ΔΥΟ ΑΝΩΤΕΡΟΙ ΡΩΣΣΟΙ ΑΞΙΩΜΑΤΙΚΟΙ (65, 986, 354, 1002)
article-body: ΑΘΗΝΑΙ, 5.— Τὴν 11ην Δεκεμβρίου ἀρχίζει τὰς ἐργασίας του τὸ συνέδριον. (419, 1786, 616, 1825)
headline-line: Ο κ. ΜΠΑΛΤΑΤΖΗΣ (461, 1647, 574, 1661)
article-body: ΜΠΡΙΣΤΟΛ, Ρόντ Ἄϊλαντ, 5. (Ἀσ. Πρές).— Δύο ἀνώτεροι ἀξιωματικοὶ τοῦ σοβιετικοῦ πολεμικοῦ ναυτικοῦ, οἱ ὁποῖοι εὑρίσκοντο ἐπὶ τοῦ σκάφους ἐν τῷ λιμένι, ἐζήτησαν πολιτικὸν ἄσυλον ἀπὸ τὰς ἀμερικανικὰς ἀρχάς. Οἱ ἀξιωματικοὶ μετεφέρθησαν ὑπὸ συνοδείαν εἰς τὴν Οὐάσιγκτων, ὅπου θὰ ἐξετασθοῦν ὑπὸ τῶν ἁρμοδίων ὑπηρεσιῶν. Τὸ Ὑπουργεῖον Ἐξωτερικῶν ἀρνεῖται νὰ σχολιάσῃ τὸ γεγονός. (8, 1039, 411, 1134)
headline-line: ΤΟΥ ΔΥΣΤΥΧΗΜΑΤΟΣ (437, 1189, 597, 1207)
subheading: ΠΥΡΑΥΛΟΣ ΕΚ ΠΛΑΣΤΙΚΗΣ ΥΛΗΣ (1091, 1734, 1261, 1747)
dateline: ΝΕΑ ΥΟΡΚΗ, 5. (Ἀσ. Πρές).— (431, 98, 601, 111)
headline-line: ΔΕΚΑ ΝΕΚΡΟΙ ΕΙΣ ΤΑΣ ΗΝΩΜΕΝΑΣ ΠΟΛΙΤΕΙΑΣ (33, 620, 386, 636)
story-andreas (419, 1357, 616, 1515)
headline-line: ΕΙΝΑΙ ΕΞΑΙΡΕΤΙΚΗΣ ΣΗΜΑΣΙΑΣ (1022, 909, 1383, 934)
story-ships-side (1264, 196, 1572, 897)
headline-line: ΕΙΣ 97 ΑΝΗΛΘΟΝ (452, 1159, 583, 1175)
article-body: ΑΘΗΝΑΙ, 5.— Συνῆλθε τὸ Γενικὸν Συμβούλιον τῆς Παμποντιακῆς Ὁμοσπονδίας καὶ ἐξέλεξε νέον προεδρεῖον. (419, 1551, 616, 1604)
subheading: ΚΑΤΕΤΕΘΗ ΕΛΛΗΝΙΚΗ ΠΡΟΤΑΣΙΣ (19, 339, 195, 352)
dateline: ΜΟΣΧΑ, 5. (Ἀσ. Πρές).— (20, 1515, 185, 1528)
lottery-number: 35655 (624, 1834, 655, 1846)
subheading: ΤΑΞΙΑΡΧΙΑ ΑΛΕΞΙΠΤΩΤΙΣΤΩΝ (30, 444, 184, 457)
story-lottery-panel (624, 1723, 824, 2305)
headline-line: ΥΠΕΡ ΤΟΥ ΓΕΩΡΓΙΟΥ (658, 1517, 790, 1532)
headline-line: Η ΒΑΣΙΓΚΤΩΝ ΖΗΤΕΙ ΑΠΟ ΤΗΝ ΒΟΝΝΗΝ (498, 280, 745, 293)
headline-line: ΠΥΡΗΝΙΚΟΝ ΥΠΟΒΡΥΧΙΟΝ (521, 22, 721, 40)
column-rule (415, 8, 416, 2316)
article-body: ΜΟΣΧΑ, 5. (Ἀσ. Πρές).— Ἡ Σοβιετικὴ Ἕνωσις καθείλκυσε σήμερον εἰς τὰ ναυπηγεῖα τοῦ Λένινγκραντ τὸ πρῶτον ἀτομικὸν παγοθραυστικὸν «Λένιν», τὸ ὁποῖον θὰ κινῆται δι' ἀτομικῆς ἐνεργείας. Τὸ σκάφος, χωρητικότητος 16.000 τόννων, θὰ δύναται νὰ παραμένῃ ἐν θαλάσσῃ ἐπὶ ἓν ἔτος χωρὶς ἀνεφοδιασμόν. Ἡ ταχύτης του θὰ φθάνῃ τοὺς 18 κόμβους. Κατὰ τὴν τελετὴν τῆς καθελκύσεως παρέστησαν ἐκπρόσωποι τῆς κυβερνήσεως καὶ πολλοὶ ἐπιστήμονες. Εἰς τὸν λόγον του ὁ ἀντιπρόεδρος ἐτόνισεν ὅτι τὸ σκάφος θὰ χρησιμοποιηθῇ ἀποκλειστικῶς δι' εἰρηνικοὺς σκοπούς. Τὸ παγοθραυστικὸν θὰ ἐξασφαλίσῃ τὴν ναυσιπλοΐαν εἰς τὰς ἀρκτικὰς θαλάσσας καθ' ὅλην τὴν διάρκειαν τοῦ ἔτους. ΚΑΙ ΕΙΣ ΤΗΝ ΕΛΛΑΔΑ ΕΓΕΝΕΤΟ ΑΙΣΘΗΤΗ Η ΣΕΙΣΜΙΚΗ ΔΟΝΗΣΙΣ ΑΘΗΝΑΙ, 5. — Τὸ Σεισμολογικὸν Ἰνστιτοῦτον ἀνεκοίνωσεν ὅτι οἱ σεισμογράφοι κατέγραψαν χθὲς τὴν νύκτα σεισμικὴν δόνησιν, τὸ ἐπίκεντρον τῆς ὁποίας εὑρίσκεται εἰς μεγάλην ἀπόστασιν ἀπὸ τὰς Ἀθήνας. Ἡ δόνησις ἔγινεν αἰσθητὴ εἰς πολλὰς περιοχὰς τῆς χώρας χωρὶς νὰ προκαλέσῃ ζημίας. (8, 1515, 411, 1781)
deck-line: καὶ τὰ κατευθυνόμενα βλήματα (1068, 1082, 1337, 1103)
headline-line: ΕΙΙΠΟΤΑΚΤΗΣΑΝ ΕΙΣ ΤΗΝ ΑΜΕΡΙΚΗΝ (69, 1015, 350, 1033)
